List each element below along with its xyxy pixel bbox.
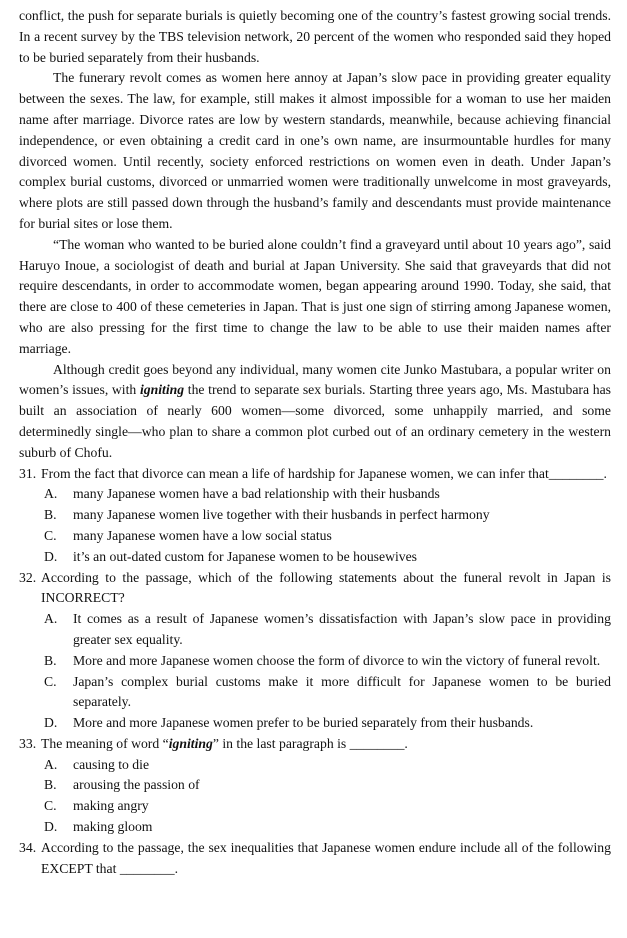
paragraph-4-text-start: Although credit goes beyond any individual, many women cite Junko Mastubara, a popular writer on women’s issues, with <box>19 361 611 398</box>
question-33-option-c[interactable] <box>19 796 611 817</box>
question-32-option-d[interactable] <box>19 713 611 734</box>
option-letter: C. <box>44 673 57 689</box>
option-letter: B. <box>44 507 57 523</box>
question-31 <box>19 464 611 485</box>
question-32-option-c[interactable] <box>19 672 611 714</box>
question-stem: According to the passage, the sex inequalities that Japanese women endure include all of the following EXCEPT that ________. <box>41 839 611 876</box>
option-letter: C. <box>44 798 57 814</box>
option-letter: D. <box>44 548 58 564</box>
keyword-igniting: igniting <box>168 735 213 751</box>
question-32 <box>19 568 611 610</box>
question-stem-end: ” in the last paragraph is ________. <box>212 735 408 751</box>
option-text: arousing the passion of <box>73 777 200 793</box>
passage-paragraph-1: conflict, the push for separate burials is quietly becoming one of the country’s fastest growing social trends. In a recent survey by the TBS television network, 20 percent of the women who responded said they hoped to be buried separately from their husbands. <box>19 8 611 65</box>
question-32-option-a[interactable] <box>19 609 611 651</box>
question-33-option-a[interactable] <box>19 755 611 776</box>
question-33 <box>19 734 611 755</box>
option-text: making gloom <box>73 819 153 835</box>
option-text: Japan’s complex burial customs make it more difficult for Japanese women to be buried separately. <box>73 673 611 710</box>
question-33-option-d[interactable] <box>19 817 611 838</box>
question-stem: According to the passage, which of the following statements about the funeral revolt in Japan is INCORRECT? <box>41 569 611 606</box>
option-letter: A. <box>44 611 58 627</box>
question-31-option-d[interactable] <box>19 547 611 568</box>
option-text: It comes as a result of Japanese women’s dissatisfaction with Japan’s slow pace in providing greater sex equality. <box>73 611 611 647</box>
option-letter: D. <box>44 819 58 835</box>
question-number: 33. <box>19 735 37 751</box>
option-letter: B. <box>44 652 57 668</box>
option-text: More and more Japanese women prefer to be buried separately from their husbands. <box>73 715 534 731</box>
question-31-option-c[interactable] <box>19 526 611 547</box>
option-letter: A. <box>44 756 58 772</box>
question-stem <box>41 734 611 755</box>
option-letter: D. <box>44 715 58 731</box>
option-text: many Japanese women have a bad relationship with their husbands <box>73 486 440 502</box>
keyword-igniting: igniting <box>139 382 185 398</box>
passage-paragraph-3: “The woman who wanted to be buried alone couldn’t find a graveyard until about 10 years ago”, said Haruyo Inoue, a sociologist of death and burial at Japan University. She said that graveyards that did not require descendants, in order to accommodate women, began appearing around 1990. Today, she said, that there are close to 400 of these cemeteries in Japan. That is just one sign of stirring among Japanese women, who are also pressing for the first time to change the law to be able to use their maiden names after marriage. <box>19 236 611 356</box>
question-31-option-b[interactable] <box>19 505 611 526</box>
option-letter: A. <box>44 486 58 502</box>
question-stem: From the fact that divorce can mean a life of hardship for Japanese women, we can infer that________. <box>41 465 607 481</box>
paragraph-4-text-end: the trend to separate sex burials. Starting three years ago, Ms. Mastubara has built an association of nearly 600 women—some divorced, some unhappily married, and some determinedly single—who plan to share a common plot curbed out of an ordinary cemetery in the western suburb of Chofu. <box>19 382 611 460</box>
question-number: 32. <box>19 569 37 585</box>
question-stem-start: The meaning of word “ <box>41 735 169 751</box>
option-text: causing to die <box>73 756 150 772</box>
question-number: 31. <box>19 465 37 481</box>
option-letter: C. <box>44 527 57 543</box>
option-text: More and more Japanese women choose the form of divorce to win the victory of funeral revolt. <box>73 652 601 668</box>
question-31-option-a[interactable] <box>19 484 611 505</box>
question-33-option-b[interactable] <box>19 775 611 796</box>
question-34 <box>19 838 611 880</box>
question-number: 34. <box>19 839 37 855</box>
option-text: many Japanese women have a low social status <box>73 527 332 543</box>
question-32-option-b[interactable] <box>19 651 611 672</box>
option-text: it’s an out-dated custom for Japanese women to be housewives <box>73 548 418 564</box>
option-text: many Japanese women live together with their husbands in perfect harmony <box>73 507 490 523</box>
option-letter: B. <box>44 777 57 793</box>
passage-paragraph-2: The funerary revolt comes as women here annoy at Japan’s slow pace in providing greater equality between the sexes. The law, for example, still makes it almost impossible for a woman to use her maiden name after marriage. Divorce rates are low by western standards, meanwhile, because achieving financial independence, or even obtaining a credit card in one’s own name, are insurmountable hurdles for many divorced women. Until recently, society enforced restrictions on women even in death. Under Japan’s complex burial customs, divorced or unmarried women were traditionally unwelcome in most graveyards, where plots are still passed down through the husband’s family and descendants must provide maintenance for burial sites or lose them. <box>19 70 611 231</box>
passage-paragraph-4 <box>19 360 611 464</box>
option-text: making angry <box>73 798 149 814</box>
